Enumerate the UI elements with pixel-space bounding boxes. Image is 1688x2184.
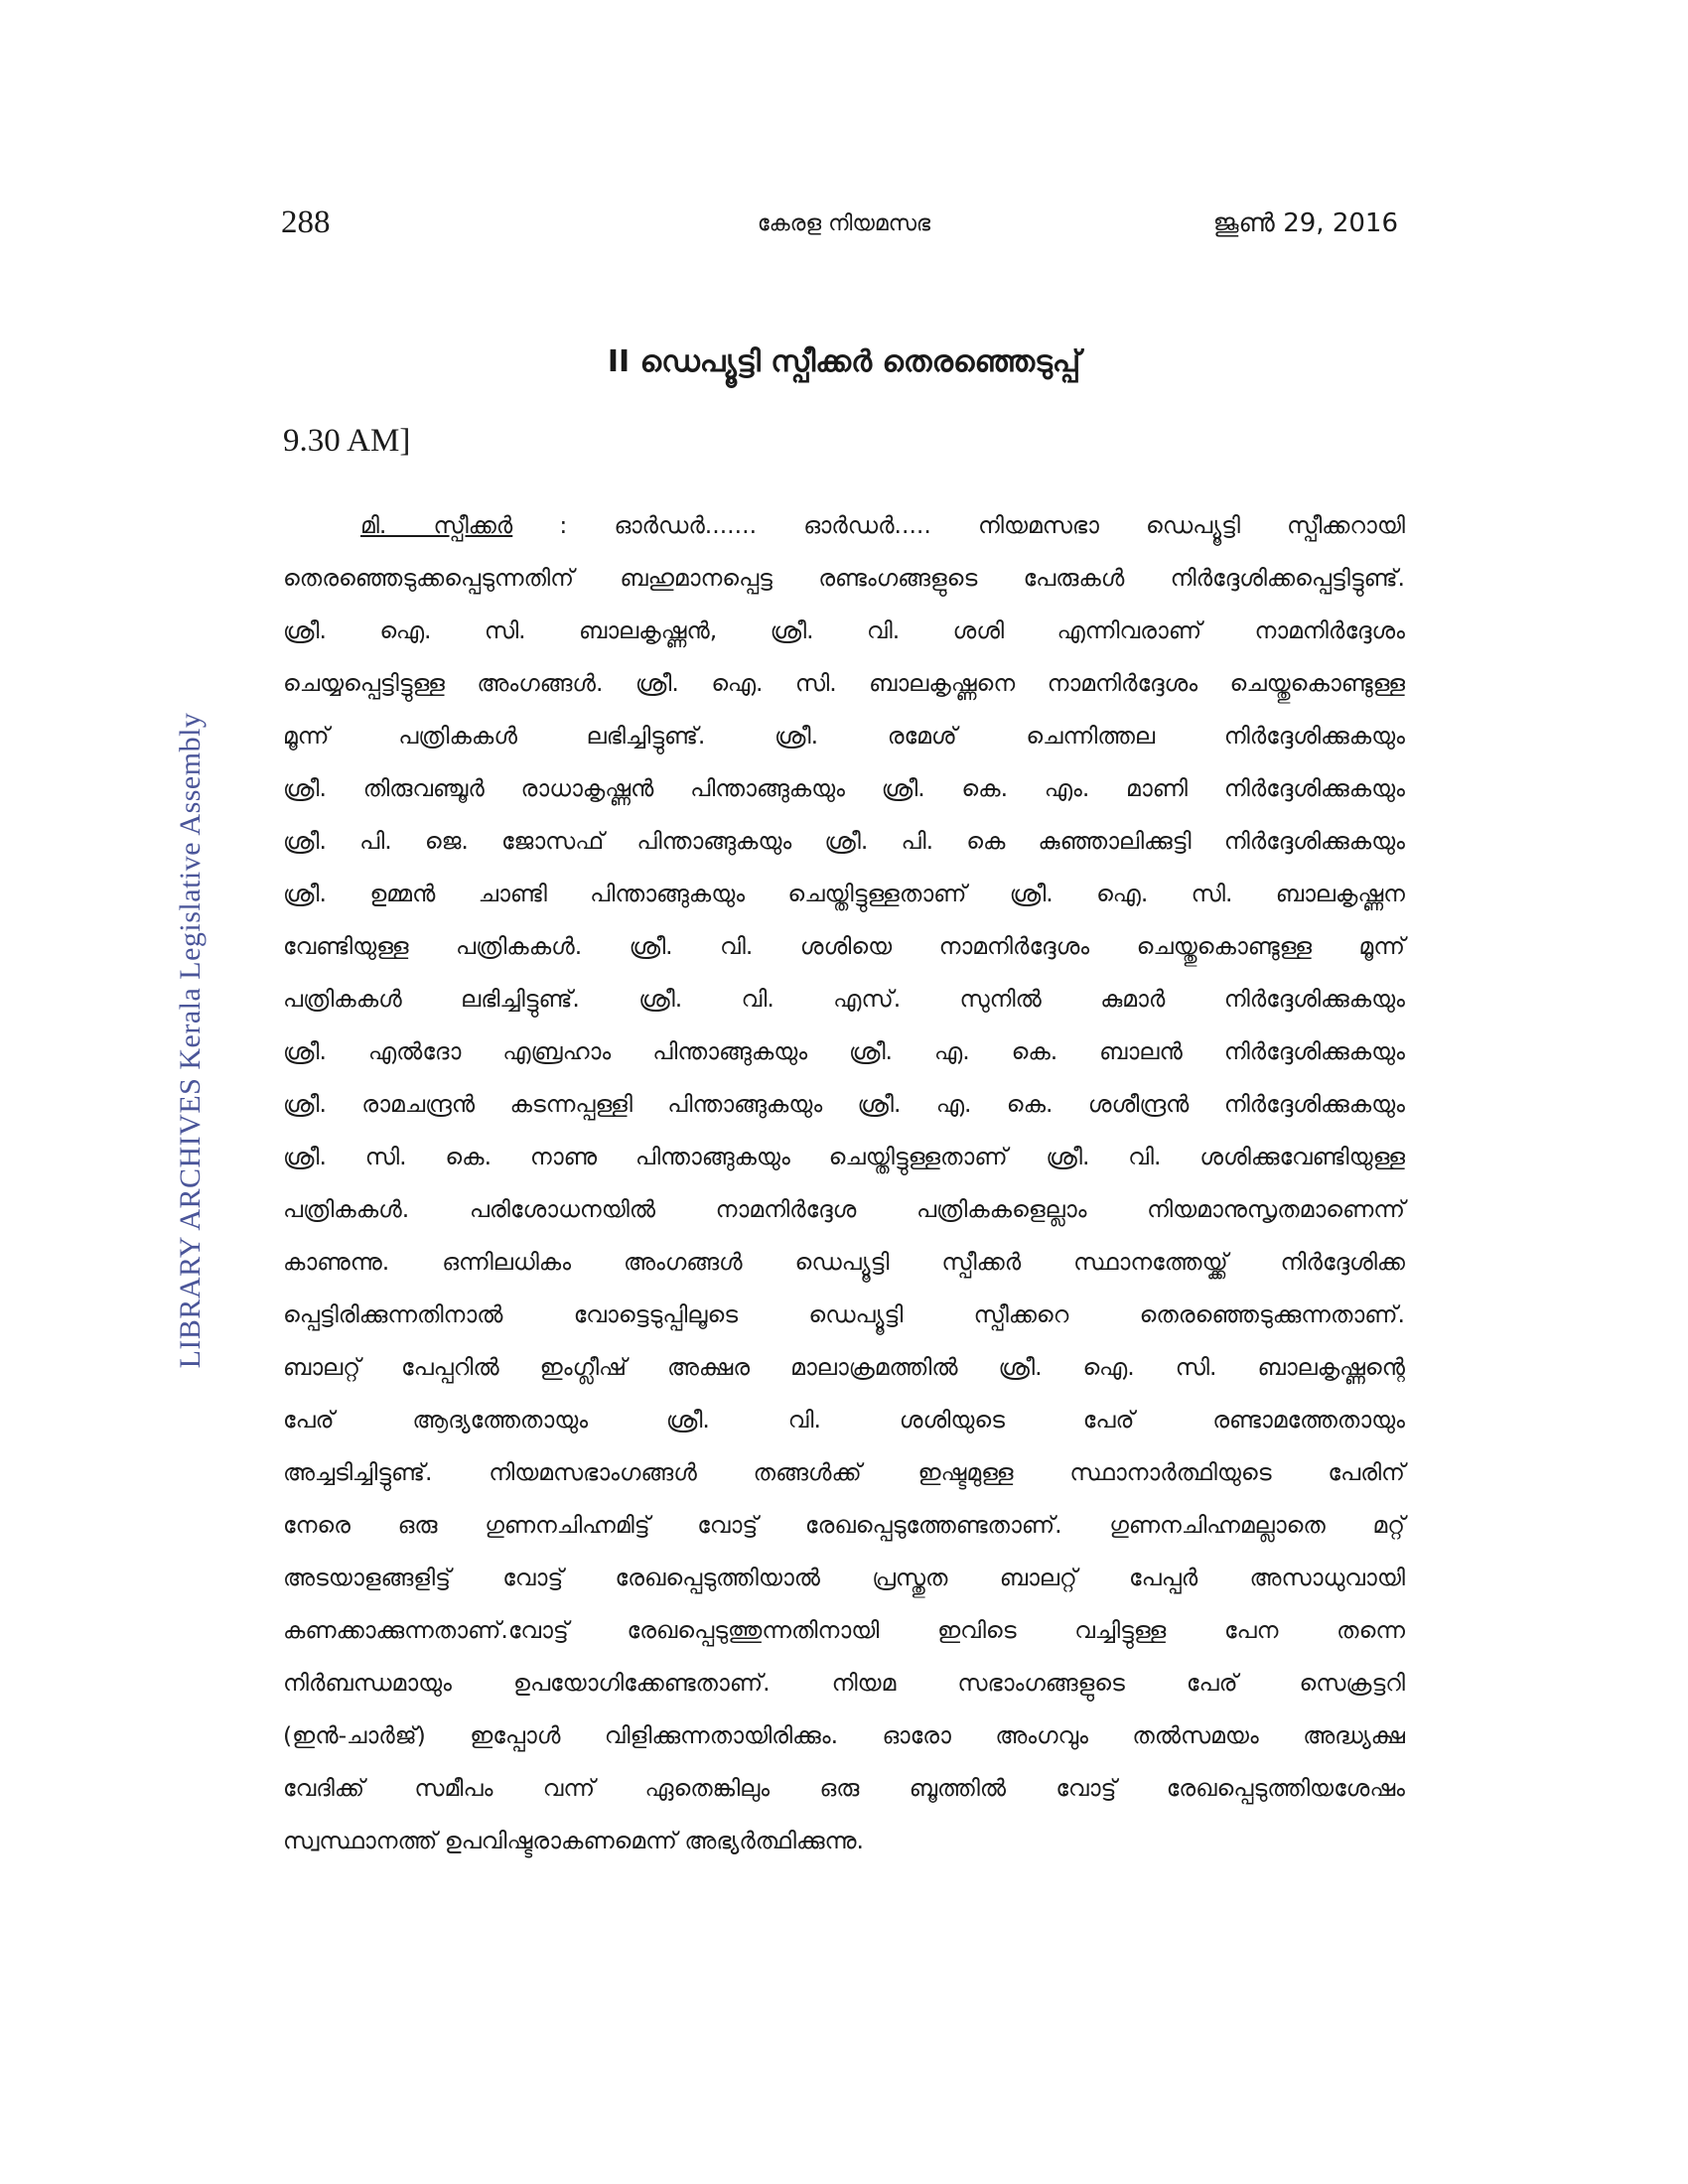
text-line-content: : ഓർഡർ....... ഓർഡർ..... നിയമസഭാ ഡെപ്യൂട്ടി സ്പീക്കറായി bbox=[512, 511, 1405, 539]
time-stamp: 9.30 AM] bbox=[283, 423, 411, 459]
text-line: ശ്രീ. തിരുവഞ്ചൂർ രാധാകൃഷ്ണൻ പിന്താങ്ങുകയും ശ്രീ. കെ. എം. മാണി നിർദ്ദേശിക്കുകയും bbox=[283, 774, 1405, 802]
speaker-name: മി. സ്പീക്കർ bbox=[360, 511, 513, 539]
text-line: ശ്രീ. രാമചന്ദ്രൻ കടന്നപ്പള്ളി പിന്താങ്ങുകയും ശ്രീ. എ. കെ. ശശീന്ദ്രൻ നിർദ്ദേശിക്കുകയും bbox=[283, 1090, 1405, 1118]
text-line: ശ്രീ. സി. കെ. നാണു പിന്താങ്ങുകയും ചെയ്തിട്ടുള്ളതാണ് ശ്രീ. വി. ശശിക്കുവേണ്ടിയുള്ള bbox=[283, 1143, 1405, 1170]
speech-body bbox=[283, 499, 1405, 1867]
text-line: വേണ്ടിയുള്ള പത്രികകൾ. ശ്രീ. വി. ശശിയെ നാമനിർദ്ദേശം ചെയ്തുകൊണ്ടുള്ള മൂന്ന് bbox=[283, 932, 1405, 960]
text-line: അച്ചടിച്ചിട്ടുണ്ട്. നിയമസഭാംഗങ്ങൾ തങ്ങൾക്ക് ഇഷ്ടമുള്ള സ്ഥാനാർത്ഥിയുടെ പേരിന് bbox=[283, 1458, 1405, 1486]
archive-watermark: LIBRARY ARCHIVES Kerala Legislative Assembly bbox=[174, 712, 207, 1369]
text-line: അടയാളങ്ങളിട്ട് വോട്ട് രേഖപ്പെടുത്തിയാൽ പ്രസ്തുത ബാലറ്റ് പേപ്പർ അസാധുവായി bbox=[283, 1564, 1405, 1591]
text-line: ശ്രീ. ഉമ്മൻ ചാണ്ടി പിന്താങ്ങുകയും ചെയ്തിട്ടുള്ളതാണ് ശ്രീ. ഐ. സി. ബാലകൃഷ്ണന bbox=[283, 880, 1405, 907]
text-line: (ഇൻ-ചാർജ്) ഇപ്പോൾ വിളിക്കുന്നതായിരിക്കും. ഓരോ അംഗവും തൽസമയം അദ്ധ്യക്ഷ bbox=[283, 1721, 1405, 1749]
running-header-title: കേരള നിയമസഭ bbox=[757, 211, 931, 236]
text-line: പേര് ആദ്യത്തേതായും ശ്രീ. വി. ശശിയുടെ പേര് രണ്ടാമത്തേതായും bbox=[283, 1406, 1405, 1433]
text-line: പത്രികകൾ. പരിശോധനയിൽ നാമനിർദ്ദേശ പത്രികകളെല്ലാം നിയമാനുസൃതമാണെന്ന് bbox=[283, 1195, 1405, 1223]
text-line: സ്വസ്ഥാനത്ത് ഉപവിഷ്ടരാകണമെന്ന് അഭ്യർത്ഥിക്കുന്നു. bbox=[283, 1827, 865, 1854]
text-line: വേദിക്ക് സമീപം വന്ന് ഏതെങ്കിലും ഒരു ബൂത്തിൽ വോട്ട് രേഖപ്പെടുത്തിയശേഷം bbox=[283, 1774, 1405, 1802]
text-line: നിർബന്ധമായും ഉപയോഗിക്കേണ്ടതാണ്. നിയമ സഭാംഗങ്ങളുടെ പേര് സെക്രട്ടറി bbox=[283, 1669, 1405, 1697]
text-line: കണക്കാക്കുന്നതാണ്.വോട്ട് രേഖപ്പെടുത്തുന്നതിനായി ഇവിടെ വച്ചിട്ടുള്ള പേന തന്നെ bbox=[283, 1616, 1405, 1644]
running-header-date: ജൂൺ 29, 2016 bbox=[1212, 208, 1398, 238]
text-line: ബാലറ്റ് പേപ്പറിൽ ഇംഗ്ലീഷ് അക്ഷര മാലാക്രമത്തിൽ ശ്രീ. ഐ. സി. ബാലകൃഷ്ണന്റെ bbox=[283, 1353, 1405, 1381]
text-line: പ്പെട്ടിരിക്കുന്നതിനാൽ വോട്ടെടുപ്പിലൂടെ ഡെപ്യൂട്ടി സ്പീക്കറെ തെരഞ്ഞെടുക്കുന്നതാണ്. bbox=[283, 1300, 1405, 1328]
text-line: തെരഞ്ഞെടുക്കപ്പെടുന്നതിന് ബഹുമാനപ്പെട്ട രണ്ടംഗങ്ങളുടെ പേരുകൾ നിർദ്ദേശിക്കപ്പെട്ടിട്ടുണ്ട്. bbox=[283, 564, 1405, 592]
text-line: നേരെ ഒരു ഗുണനചിഹ്നമിട്ട് വോട്ട് രേഖപ്പെടുത്തേണ്ടതാണ്. ഗുണനചിഹ്നമല്ലാതെ മറ്റ് bbox=[283, 1511, 1405, 1539]
text-line: ശ്രീ. ഐ. സി. ബാലകൃഷ്ണൻ, ശ്രീ. വി. ശശി എന്നിവരാണ് നാമനിർദ്ദേശം bbox=[283, 616, 1405, 644]
page-number: 288 bbox=[281, 205, 331, 240]
text-line: ചെയ്യപ്പെട്ടിട്ടുള്ള അംഗങ്ങൾ. ശ്രീ. ഐ. സി. ബാലകൃഷ്ണനെ നാമനിർദ്ദേശം ചെയ്തുകൊണ്ടുള്ള bbox=[283, 669, 1405, 697]
section-heading: II ഡെപ്യൂട്ടി സ്പീക്കർ തെരഞ്ഞെടുപ്പ് bbox=[607, 344, 1081, 379]
text-line: ശ്രീ. എൽദോ എബ്രഹാം പിന്താങ്ങുകയും ശ്രീ. എ. കെ. ബാലൻ നിർദ്ദേശിക്കുകയും bbox=[283, 1037, 1405, 1065]
text-line: മൂന്ന് പത്രികകൾ ലഭിച്ചിട്ടുണ്ട്. ശ്രീ. രമേശ് ചെന്നിത്തല നിർദ്ദേശിക്കുകയും bbox=[283, 722, 1405, 750]
text-line: പത്രികകൾ ലഭിച്ചിട്ടുണ്ട്. ശ്രീ. വി. എസ്. സുനിൽ കുമാർ നിർദ്ദേശിക്കുകയും bbox=[283, 985, 1405, 1013]
text-line bbox=[283, 499, 1405, 552]
text-line: ശ്രീ. പി. ജെ. ജോസഫ് പിന്താങ്ങുകയും ശ്രീ. പി. കെ കുഞ്ഞാലിക്കുട്ടി നിർദ്ദേശിക്കുകയും bbox=[283, 827, 1405, 855]
text-line: കാണുന്നു. ഒന്നിലധികം അംഗങ്ങൾ ഡെപ്യൂട്ടി സ്പീക്കർ സ്ഥാനത്തേയ്ക്ക് നിർദ്ദേശിക്ക bbox=[283, 1248, 1405, 1276]
